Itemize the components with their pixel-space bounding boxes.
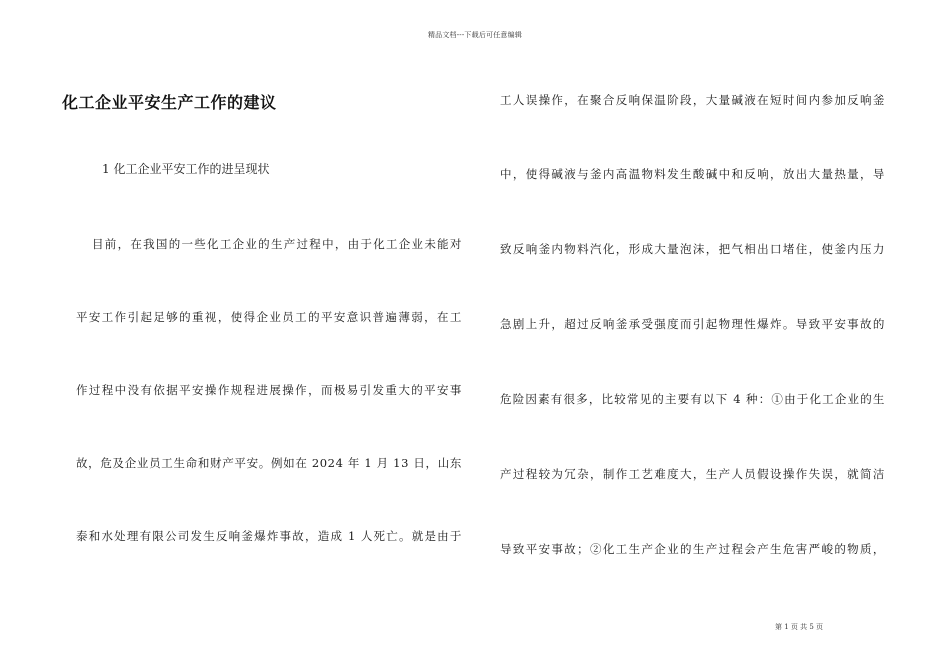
body-line: 致反响釜内物料汽化，形成大量泡沫，把气相出口堵住，使釜内压力 — [500, 242, 885, 256]
body-line: 急剧上升，超过反响釜承受强度而引起物理性爆炸。导致平安事故的 — [500, 317, 885, 331]
document-title: 化工企业平安生产工作的建议 — [62, 93, 277, 112]
body-line: 工人误操作，在聚合反响保温阶段，大量碱液在短时间内参加反响釜 — [500, 93, 885, 107]
body-line: 中，使得碱液与釜内高温物料发生酸碱中和反响，放出大量热量，导 — [500, 167, 885, 181]
page-number: 第 1 页 共 5 页 — [775, 623, 824, 631]
body-line: 作过程中没有依据平安操作规程进展操作，而极易引发重大的平安事 — [76, 383, 462, 397]
body-line: 危险因素有很多，比较常见的主要有以下 4 种：①由于化工企业的生 — [500, 392, 885, 406]
page-header: 精品文档---下载后可任意编辑 — [427, 31, 523, 39]
body-line: 产过程较为冗杂，制作工艺难度大，生产人员假设操作失误，就简洁 — [500, 467, 885, 481]
section-heading: 1 化工企业平安工作的进呈现状 — [102, 162, 270, 176]
body-line: 泰和水处理有限公司发生反响釜爆炸事故，造成 1 人死亡。就是由于 — [76, 529, 462, 543]
body-line: 故，危及企业员工生命和财产平安。例如在 2024 年 1 月 13 日，山东 — [76, 456, 462, 470]
body-line: 目前，在我国的一些化工企业的生产过程中，由于化工企业未能对 — [92, 237, 462, 251]
body-line: 导致平安事故；②化工生产企业的生产过程会产生危害严峻的物质， — [500, 542, 885, 556]
body-line: 平安工作引起足够的重视，使得企业员工的平安意识普遍薄弱，在工 — [76, 310, 462, 324]
